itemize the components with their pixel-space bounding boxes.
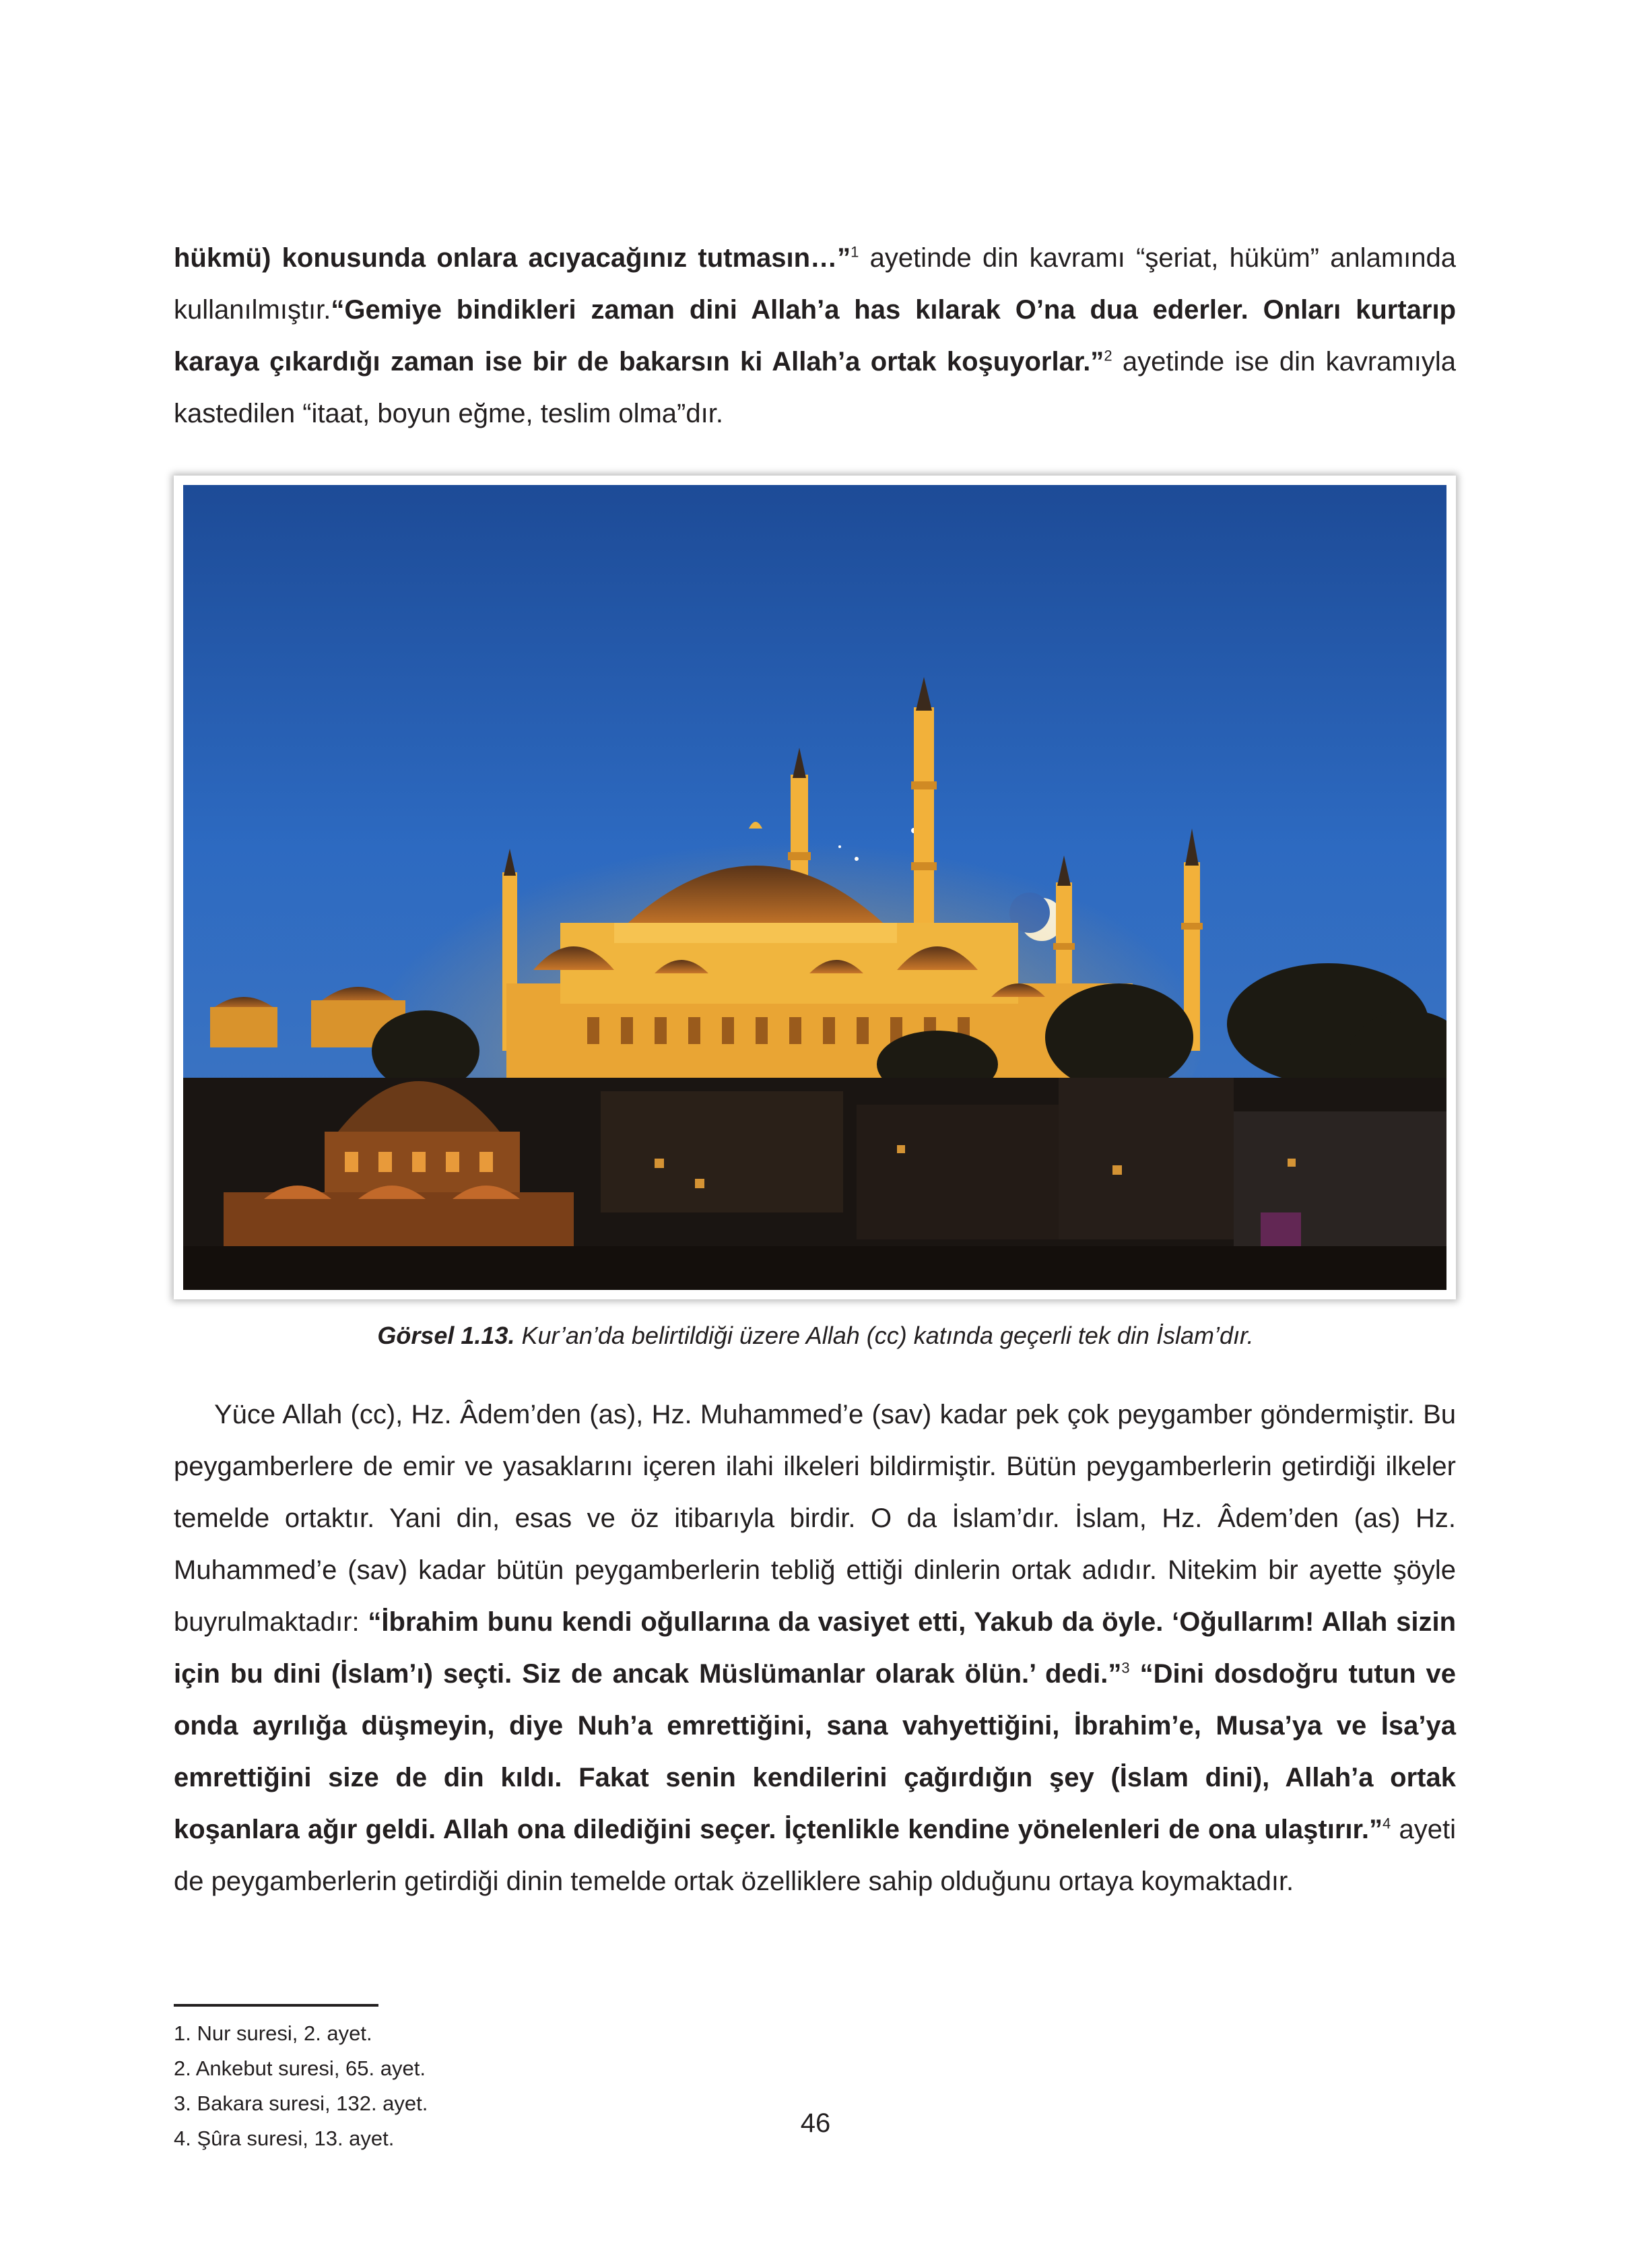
- paragraph-2: [174, 1389, 1456, 1908]
- footnote-ref[interactable]: 4: [1383, 1815, 1391, 1832]
- verse-quote: “Dini dosdoğru tutun ve onda ayrılığa düşmeyin, diye Nuh’a emrettiğini, sana vahyettiğini, İbrahim’e, Musa’ya ve İsa’ya emrettiğini size de din kıldı. Fakat senin kendilerini çağırdığın şey (İslam dini), Allah’a ortak koşanlara ağır geldi. Allah ona dilediğini seçer. İçtenlikle kendine yönelenleri de ona ulaştırır.”: [174, 1659, 1456, 1844]
- footnote-item: 1. Nur suresi, 2. ayet.: [174, 2021, 372, 2045]
- footnote-ref[interactable]: 2: [1104, 347, 1112, 364]
- mosque-night-illustration: [183, 485, 1446, 1290]
- caption-label: Görsel 1.13.: [377, 1322, 515, 1349]
- body-text: ayeti de peygamberlerin getirdiği dinin temelde ortak özelliklere sahip olduğunu ortaya koymaktadır.: [174, 1815, 1457, 1896]
- verse-quote: “İbrahim bunu kendi oğullarına da vasiyet etti, Yakub da öyle. ‘Oğullarım! Allah sizin için bu dini (İslam’ı) seçti. Siz de ancak Müslümanlar olarak ölün.’ dedi.”: [174, 1607, 1456, 1689]
- verse-quote: hükmü) konusunda onlara acıyacağınız tutmasın…”: [174, 243, 851, 273]
- footnote-divider: [174, 2004, 378, 2007]
- footnote-ref[interactable]: 1: [851, 243, 859, 261]
- mosque-photo: [174, 476, 1456, 1299]
- body-text: ayetinde ise din kavramıyla kastedilen “itaat, boyun eğme, teslim olma”dır.: [174, 347, 1457, 428]
- footnote-item: 3. Bakara suresi, 132. ayet.: [174, 2092, 428, 2115]
- verse-quote: “Gemiye bindikleri zaman dini Allah’a has kılarak O’na dua ederler. Onları kurtarıp karaya çıkardığı zaman ise bir de bakarsın ki Allah’a ortak koşuyorlar.”: [174, 295, 1456, 377]
- body-text: ayetinde din kavramı “şeriat, hüküm” anlamında kullanılmıştır.: [174, 243, 1456, 325]
- body-text: Yüce Allah (cc), Hz. Âdem’den (as), Hz. Muhammed’e (sav) kadar pek çok peygamber göndermiştir. Bu peygamberlere de emir ve yasaklarını içeren ilahi ilkeleri bildirmiştir. Bütün peygamberlerin getirdiği ilkeler temelde ortaktır. Yani din, esas ve öz itibarıyla birdir. O da İslam’dır. İslam, Hz. Âdem’den (as) Hz. Muhammed’e (sav) kadar bütün peygamberlerin tebliğ ettiği dinlerin ortak adıdır. Nitekim bir ayette şöyle buyrulmaktadır:: [174, 1400, 1456, 1637]
- footnote-item: 4. Şûra suresi, 13. ayet.: [174, 2127, 395, 2150]
- figure-caption: [0, 1322, 1631, 1350]
- caption-text: Kur’an’da belirtildiği üzere Allah (cc) katında geçerli tek din İslam’dır.: [514, 1322, 1254, 1349]
- footnote-item: 2. Ankebut suresi, 65. ayet.: [174, 2056, 426, 2080]
- paragraph-1: [174, 232, 1456, 440]
- page-number: 46: [800, 2108, 831, 2138]
- footnote-ref[interactable]: 3: [1121, 1659, 1130, 1677]
